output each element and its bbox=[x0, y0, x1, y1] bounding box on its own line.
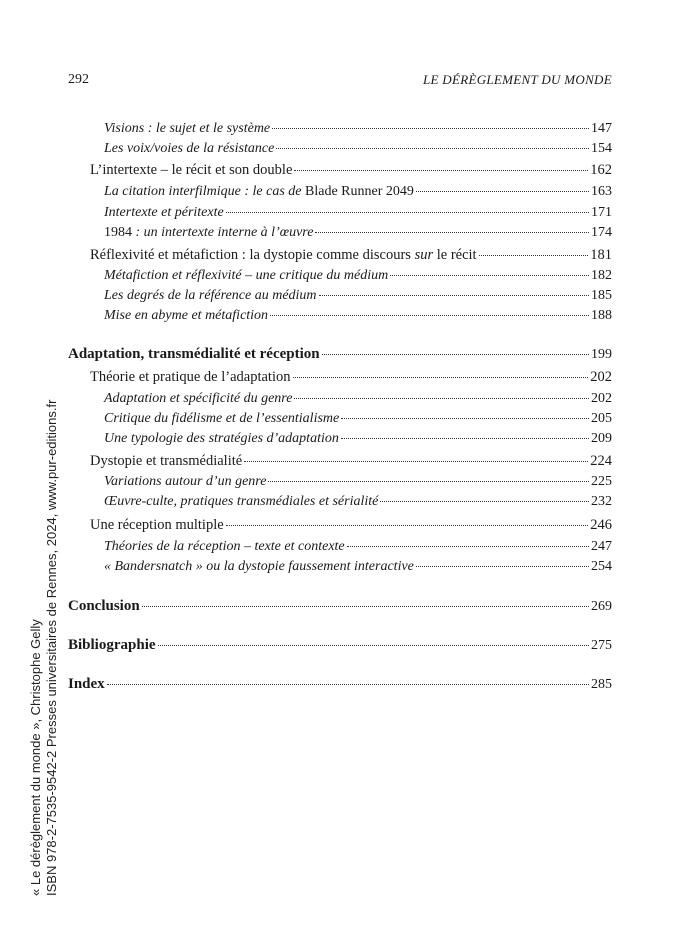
toc-entry-label: L’intertexte – le récit et son double bbox=[90, 162, 293, 178]
copyright-sidenote bbox=[12, 296, 60, 896]
dot-leader bbox=[347, 546, 589, 547]
toc-entry-label: Critique du fidélisme et de l’essentialisme bbox=[104, 411, 340, 426]
dot-leader bbox=[380, 501, 589, 502]
dot-leader bbox=[479, 255, 589, 256]
toc-entry[interactable] bbox=[104, 493, 612, 511]
dot-leader bbox=[272, 128, 589, 129]
toc-entry-page: 247 bbox=[591, 539, 612, 554]
toc-entry-page: 254 bbox=[591, 559, 612, 574]
dot-leader bbox=[294, 170, 588, 171]
toc-entry-page: 181 bbox=[590, 247, 612, 263]
toc-entry-label: Une typologie des stratégies d’adaptation bbox=[104, 431, 339, 446]
toc-entry-label: Visions : le sujet et le système bbox=[104, 121, 271, 136]
toc-entry-label: Théorie et pratique de l’adaptation bbox=[90, 369, 291, 385]
toc-entry[interactable] bbox=[90, 368, 612, 386]
page-number: 292 bbox=[68, 72, 89, 87]
toc-entry-page: 225 bbox=[591, 474, 612, 489]
dot-leader bbox=[390, 275, 589, 276]
toc-entry-page: 174 bbox=[591, 225, 612, 240]
toc-entry-label: Les voix/voies de la résistance bbox=[104, 141, 275, 156]
toc-entry[interactable] bbox=[104, 183, 612, 201]
dot-leader bbox=[416, 191, 589, 192]
toc-entry-label: Intertexte et péritexte bbox=[104, 205, 224, 220]
toc-entry-page: 202 bbox=[591, 391, 612, 406]
toc-entry-label: Adaptation, transmédialité et réception bbox=[68, 346, 320, 362]
toc-entry-page: 275 bbox=[591, 638, 612, 653]
toc-entry[interactable] bbox=[104, 287, 612, 305]
toc-entry[interactable] bbox=[104, 430, 612, 448]
running-head: LE DÉRÈGLEMENT DU MONDE bbox=[422, 72, 612, 87]
toc-entry[interactable] bbox=[68, 345, 612, 364]
dot-leader bbox=[276, 148, 589, 149]
dot-leader bbox=[226, 212, 589, 213]
toc-entry-label: 1984 : un intertexte interne à l’œuvre bbox=[104, 225, 314, 240]
toc-entry[interactable] bbox=[90, 161, 612, 179]
toc-entry-label: Théories de la réception – texte et contexte bbox=[104, 539, 345, 554]
dot-leader bbox=[319, 295, 589, 296]
toc-entry-page: 285 bbox=[591, 677, 612, 692]
dot-leader bbox=[416, 566, 589, 567]
dot-leader bbox=[142, 606, 589, 607]
toc-entry-page: 199 bbox=[591, 347, 612, 362]
dot-leader bbox=[270, 315, 589, 316]
toc-entry-page: 154 bbox=[591, 141, 612, 156]
toc-entry-page: 171 bbox=[591, 205, 612, 220]
toc-entry-label: Les degrés de la référence au médium bbox=[104, 288, 317, 303]
toc-entry-page: 209 bbox=[591, 431, 612, 446]
dot-leader bbox=[294, 398, 589, 399]
dot-leader bbox=[341, 438, 589, 439]
toc-entry-label: La citation interfilmique : le cas de Blade Runner 2049 bbox=[104, 184, 414, 199]
toc-entry-label: Bibliographie bbox=[68, 637, 156, 653]
toc-entry[interactable] bbox=[68, 597, 612, 616]
toc-entry-page: 162 bbox=[590, 162, 612, 178]
toc-entry-label: Variations autour d’un genre bbox=[104, 474, 267, 489]
dot-leader bbox=[158, 645, 589, 646]
toc-entry-label: Adaptation et spécificité du genre bbox=[104, 391, 293, 406]
toc-entry[interactable] bbox=[68, 675, 612, 694]
toc-entry-page: 188 bbox=[591, 308, 612, 323]
toc-entry[interactable] bbox=[90, 452, 612, 470]
toc-entry[interactable] bbox=[104, 410, 612, 428]
toc-entry[interactable] bbox=[104, 267, 612, 285]
toc-entry[interactable] bbox=[104, 558, 612, 576]
sidenote-title-line: « Le dérèglement du monde », Christophe Gelly bbox=[28, 619, 43, 896]
dot-leader bbox=[244, 461, 588, 462]
toc-entry[interactable] bbox=[104, 390, 612, 408]
toc-entry[interactable] bbox=[104, 120, 612, 138]
toc-entry-page: 185 bbox=[591, 288, 612, 303]
toc-entry-page: 246 bbox=[590, 517, 612, 533]
toc-entry-page: 163 bbox=[591, 184, 612, 199]
toc-entry[interactable] bbox=[104, 473, 612, 491]
toc-entry[interactable] bbox=[90, 246, 612, 264]
toc-entry-label: « Bandersnatch » ou la dystopie faussement interactive bbox=[104, 559, 414, 574]
sidenote-isbn-line: ISBN 978-2-7535-9542-2 Presses universitaires de Rennes, 2024, www.pur-editions.fr bbox=[44, 399, 59, 896]
toc-entry-page: 205 bbox=[591, 411, 612, 426]
toc-entry[interactable] bbox=[104, 140, 612, 158]
toc-entry[interactable] bbox=[104, 204, 612, 222]
toc-entry[interactable] bbox=[104, 307, 612, 325]
dot-leader bbox=[226, 525, 589, 526]
toc-entry[interactable] bbox=[104, 224, 612, 242]
toc-entry[interactable] bbox=[104, 538, 612, 556]
dot-leader bbox=[268, 481, 589, 482]
toc-entry-label: Métafiction et réflexivité – une critique du médium bbox=[104, 268, 389, 283]
toc-entry-label: Mise en abyme et métafiction bbox=[104, 308, 269, 323]
dot-leader bbox=[107, 684, 589, 685]
toc-entry-label: Dystopie et transmédialité bbox=[90, 453, 243, 469]
toc-entry-label: Une réception multiple bbox=[90, 517, 224, 533]
toc-entry-label: Index bbox=[68, 676, 105, 692]
toc-entry-page: 224 bbox=[590, 453, 612, 469]
toc-entry-page: 269 bbox=[591, 599, 612, 614]
dot-leader bbox=[322, 354, 589, 355]
toc-entry-label: Œuvre-culte, pratiques transmédiales et sérialité bbox=[104, 494, 379, 509]
toc-entry-label: Réflexivité et métafiction : la dystopie comme discours sur le récit bbox=[90, 247, 477, 263]
dot-leader bbox=[315, 232, 589, 233]
toc-entry-label: Conclusion bbox=[68, 598, 140, 614]
dot-leader bbox=[341, 418, 589, 419]
toc-entry-page: 232 bbox=[591, 494, 612, 509]
toc-entry[interactable] bbox=[68, 636, 612, 655]
toc-entry[interactable] bbox=[90, 516, 612, 534]
dot-leader bbox=[293, 377, 589, 378]
toc-entry-page: 147 bbox=[591, 121, 612, 136]
toc-entry-page: 182 bbox=[591, 268, 612, 283]
toc-entry-page: 202 bbox=[590, 369, 612, 385]
